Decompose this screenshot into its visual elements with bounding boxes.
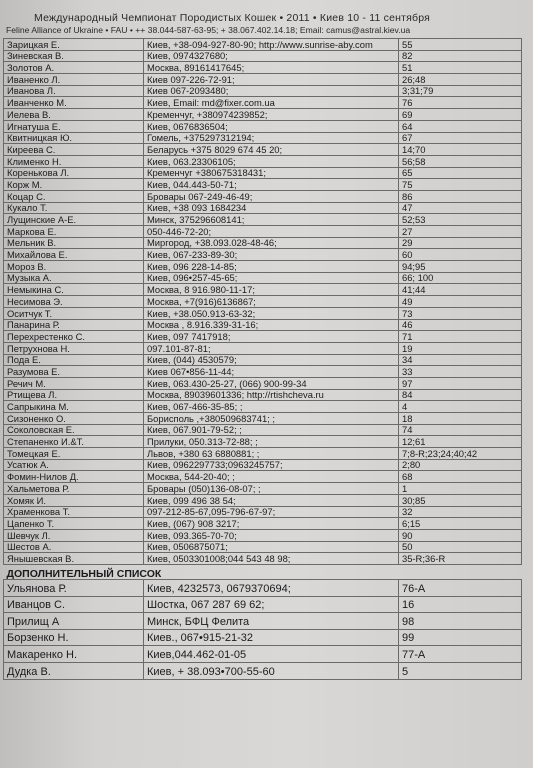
- contact-cell: Киев, 096 228-14-85;: [144, 261, 399, 273]
- owner-name-cell: Сапрыкина М.: [4, 401, 144, 413]
- exhibitor-table: [3, 38, 522, 680]
- owner-name-cell: Музыка А.: [4, 272, 144, 284]
- owner-name-cell: Янышевская В.: [4, 553, 144, 565]
- table-row: [4, 354, 522, 366]
- owner-name-cell: Несимова Э.: [4, 296, 144, 308]
- owner-name-cell: Иванченко М.: [4, 97, 144, 109]
- cat-numbers-cell: 47: [399, 202, 522, 214]
- contact-cell: Миргород, +38.093.028-48-46;: [144, 237, 399, 249]
- cat-numbers-cell: 12;61: [399, 436, 522, 448]
- contact-cell: Киев, 4232573, 0679370694;: [144, 579, 399, 596]
- table-row: [4, 97, 522, 109]
- owner-name-cell: Мороз В.: [4, 261, 144, 273]
- contact-cell: 050-446-72-20;: [144, 226, 399, 238]
- contact-cell: Киев, 0503301008;044 543 48 98;: [144, 553, 399, 565]
- contact-cell: Москва, 89161417645;: [144, 62, 399, 74]
- owner-name-cell: Оситчук Т.: [4, 307, 144, 319]
- cat-numbers-cell: 30;85: [399, 494, 522, 506]
- table-row: [4, 471, 522, 483]
- section-title: ДОПОЛНИТЕЛЬНЫЙ СПИСОК: [4, 564, 522, 579]
- cat-numbers-cell: 35-R;36-R: [399, 553, 522, 565]
- owner-name-cell: Хомяк И.: [4, 494, 144, 506]
- contact-cell: Киев, Email: md@fixer.com.ua: [144, 97, 399, 109]
- contact-cell: Киев, 093.365-70-70;: [144, 529, 399, 541]
- contact-cell: Киев, (044) 4530579;: [144, 354, 399, 366]
- table-row: [4, 261, 522, 273]
- table-row: [4, 167, 522, 179]
- contact-cell: Москва, +7(916)6136867;: [144, 296, 399, 308]
- table-row: [4, 342, 522, 354]
- owner-name-cell: Игнатуша Е.: [4, 120, 144, 132]
- cat-numbers-cell: 84: [399, 389, 522, 401]
- cat-numbers-cell: 82: [399, 50, 522, 62]
- owner-name-cell: Золотов А.: [4, 62, 144, 74]
- owner-name-cell: Михайлова Е.: [4, 249, 144, 261]
- contact-cell: Минск, БФЦ Фелита: [144, 613, 399, 630]
- contact-cell: Киев, + 38.093•700-55-60: [144, 662, 399, 679]
- cat-numbers-cell: 6;15: [399, 518, 522, 530]
- table-row: [4, 424, 522, 436]
- table-row: [4, 62, 522, 74]
- owner-name-cell: Корж М.: [4, 179, 144, 191]
- table-row: [4, 413, 522, 425]
- cat-numbers-cell: 65: [399, 167, 522, 179]
- table-row: [4, 596, 522, 613]
- contact-cell: Киев, 067-466-35-85; ;: [144, 401, 399, 413]
- contact-cell: Львов, +380 63 6880881; ;: [144, 448, 399, 460]
- table-row: [4, 50, 522, 62]
- cat-numbers-cell: 7;8-R;23;24;40;42: [399, 448, 522, 460]
- contact-cell: Киев, 0974327680;: [144, 50, 399, 62]
- owner-name-cell: Соколовская Е.: [4, 424, 144, 436]
- owner-name-cell: Кукало Т.: [4, 202, 144, 214]
- contact-cell: Киев,044.462-01-05: [144, 646, 399, 663]
- contact-cell: Киев, +38.050.913-63-32;: [144, 307, 399, 319]
- owner-name-cell: Клименко Н.: [4, 155, 144, 167]
- table-row: [4, 579, 522, 596]
- cat-numbers-cell: 41;44: [399, 284, 522, 296]
- owner-name-cell: Пода Е.: [4, 354, 144, 366]
- owner-name-cell: Сизоненко О.: [4, 413, 144, 425]
- table-row: [4, 284, 522, 296]
- owner-name-cell: Квитницкая Ю.: [4, 132, 144, 144]
- owner-name-cell: Степаненко И.&Т.: [4, 436, 144, 448]
- cat-numbers-cell: 76-A: [399, 579, 522, 596]
- contact-cell: Киев, 067-233-89-30;: [144, 249, 399, 261]
- table-row: [4, 459, 522, 471]
- table-row: [4, 74, 522, 86]
- table-row: [4, 448, 522, 460]
- table-row: [4, 132, 522, 144]
- contact-cell: Киев, +38 093 1684234: [144, 202, 399, 214]
- cat-numbers-cell: 14;70: [399, 144, 522, 156]
- table-row: [4, 541, 522, 553]
- cat-numbers-cell: 51: [399, 62, 522, 74]
- cat-numbers-cell: 76: [399, 97, 522, 109]
- cat-numbers-cell: 18: [399, 413, 522, 425]
- owner-name-cell: Шевчук Л.: [4, 529, 144, 541]
- cat-numbers-cell: 60: [399, 249, 522, 261]
- owner-name-cell: Коцар С.: [4, 190, 144, 202]
- table-row: [4, 646, 522, 663]
- table-row: [4, 366, 522, 378]
- cat-numbers-cell: 55: [399, 39, 522, 51]
- contact-cell: Бровары (050)136-08-07; ;: [144, 483, 399, 495]
- contact-cell: Киев 067-2093480;: [144, 85, 399, 97]
- contact-cell: Шостка, 067 287 69 62;: [144, 596, 399, 613]
- table-row: [4, 179, 522, 191]
- cat-numbers-cell: 33: [399, 366, 522, 378]
- owner-name-cell: Борзенко Н.: [4, 629, 144, 646]
- owner-name-cell: Мельник В.: [4, 237, 144, 249]
- contact-cell: Прилуки, 050.313-72-88; ;: [144, 436, 399, 448]
- table-row: [4, 272, 522, 284]
- contact-cell: Киев., 067•915-21-32: [144, 629, 399, 646]
- cat-numbers-cell: 1: [399, 483, 522, 495]
- table-row: [4, 155, 522, 167]
- owner-name-cell: Хальметова Р.: [4, 483, 144, 495]
- page-subtitle: Feline Alliance of Ukraine • FAU • ++ 38.044-587-63-95; + 38.067.402.14.18; Email: camus@astral.kiev.ua: [6, 25, 411, 35]
- cat-numbers-cell: 66; 100: [399, 272, 522, 284]
- table-row: [4, 202, 522, 214]
- table-row: [4, 226, 522, 238]
- cat-numbers-cell: 73: [399, 307, 522, 319]
- cat-numbers-cell: 64: [399, 120, 522, 132]
- cat-numbers-cell: 16: [399, 596, 522, 613]
- table-row: [4, 144, 522, 156]
- contact-cell: Киев, 099 496 38 54;: [144, 494, 399, 506]
- table-row: [4, 662, 522, 679]
- table-row: [4, 494, 522, 506]
- cat-numbers-cell: 19: [399, 342, 522, 354]
- owner-name-cell: Прилищ А: [4, 613, 144, 630]
- cat-numbers-cell: 75: [399, 179, 522, 191]
- table-row: [4, 613, 522, 630]
- contact-cell: Киев, 097 7417918;: [144, 331, 399, 343]
- contact-cell: Москва, 8 916.980-11-17;: [144, 284, 399, 296]
- table-row: [4, 506, 522, 518]
- table-row: [4, 518, 522, 530]
- contact-cell: Москва, 89039601336; http://rtishcheva.ru: [144, 389, 399, 401]
- cat-numbers-cell: 32: [399, 506, 522, 518]
- cat-numbers-cell: 49: [399, 296, 522, 308]
- cat-numbers-cell: 4: [399, 401, 522, 413]
- contact-cell: Киев, 0962297733;0963245757;: [144, 459, 399, 471]
- table-row: [4, 319, 522, 331]
- contact-cell: Киев 097-226-72-91;: [144, 74, 399, 86]
- owner-name-cell: Перехрестенко С.: [4, 331, 144, 343]
- owner-name-cell: Макаренко Н.: [4, 646, 144, 663]
- owner-name-cell: Ртищева Л.: [4, 389, 144, 401]
- cat-numbers-cell: 52;53: [399, 214, 522, 226]
- cat-numbers-cell: 50: [399, 541, 522, 553]
- owner-name-cell: Дудка В.: [4, 662, 144, 679]
- cat-numbers-cell: 26;48: [399, 74, 522, 86]
- table-row: [4, 120, 522, 132]
- section-row: [4, 564, 522, 579]
- table-row: [4, 401, 522, 413]
- owner-name-cell: Лущинские А-Е.: [4, 214, 144, 226]
- owner-name-cell: Киреева С.: [4, 144, 144, 156]
- owner-name-cell: Иелева В.: [4, 109, 144, 121]
- cat-numbers-cell: 77-A: [399, 646, 522, 663]
- contact-cell: Киев 067•856-11-44;: [144, 366, 399, 378]
- contact-cell: Киев, 0676836504;: [144, 120, 399, 132]
- cat-numbers-cell: 94;95: [399, 261, 522, 273]
- table-row: [4, 249, 522, 261]
- owner-name-cell: Речич М.: [4, 377, 144, 389]
- owner-name-cell: Усатюк А.: [4, 459, 144, 471]
- cat-numbers-cell: 97: [399, 377, 522, 389]
- contact-cell: Москва , 8.916.339-31-16;: [144, 319, 399, 331]
- table-row: [4, 307, 522, 319]
- owner-name-cell: Панарина Р.: [4, 319, 144, 331]
- cat-numbers-cell: 2;80: [399, 459, 522, 471]
- owner-name-cell: Иванова Л.: [4, 85, 144, 97]
- table-row: [4, 436, 522, 448]
- cat-numbers-cell: 34: [399, 354, 522, 366]
- table-row: [4, 214, 522, 226]
- table-row: [4, 237, 522, 249]
- owner-name-cell: Маркова Е.: [4, 226, 144, 238]
- cat-numbers-cell: 68: [399, 471, 522, 483]
- contact-cell: Киев, 044.443-50-71;: [144, 179, 399, 191]
- owner-name-cell: Иванцов С.: [4, 596, 144, 613]
- page-title: Международный Чемпионат Породистых Кошек • 2011 • Киев 10 - 11 сентября: [34, 12, 431, 24]
- contact-cell: Гомель, +375297312194;: [144, 132, 399, 144]
- owner-name-cell: Разумова Е.: [4, 366, 144, 378]
- contact-cell: Киев, 063.23306105;: [144, 155, 399, 167]
- table-row: [4, 629, 522, 646]
- owner-name-cell: Шестов А.: [4, 541, 144, 553]
- contact-cell: Беларусь +375 8029 674 45 20;: [144, 144, 399, 156]
- contact-cell: Киев, 096•257-45-65;: [144, 272, 399, 284]
- contact-cell: Москва, 544-20-40; ;: [144, 471, 399, 483]
- table-row: [4, 529, 522, 541]
- table-row: [4, 331, 522, 343]
- owner-name-cell: Кореньковa Л.: [4, 167, 144, 179]
- cat-numbers-cell: 46: [399, 319, 522, 331]
- cat-numbers-cell: 27: [399, 226, 522, 238]
- cat-numbers-cell: 74: [399, 424, 522, 436]
- table-row: [4, 389, 522, 401]
- cat-numbers-cell: 86: [399, 190, 522, 202]
- cat-numbers-cell: 56;58: [399, 155, 522, 167]
- contact-cell: Бровары 067-249-46-49;: [144, 190, 399, 202]
- cat-numbers-cell: 29: [399, 237, 522, 249]
- contact-cell: 097-212-85-67,095-796-67-97;: [144, 506, 399, 518]
- owner-name-cell: Фомин-Нилов Д.: [4, 471, 144, 483]
- table-row: [4, 296, 522, 308]
- owner-name-cell: Томецкая Е.: [4, 448, 144, 460]
- owner-name-cell: Зарицкая Е.: [4, 39, 144, 51]
- owner-name-cell: Немыкина С.: [4, 284, 144, 296]
- owner-name-cell: Храменкова Т.: [4, 506, 144, 518]
- page-header: [0, 0, 533, 40]
- contact-cell: Киев, 0506875071;: [144, 541, 399, 553]
- table-row: [4, 190, 522, 202]
- cat-numbers-cell: 99: [399, 629, 522, 646]
- contact-cell: 097.101-87-81;: [144, 342, 399, 354]
- contact-cell: Киев, 067.901-79-52; ;: [144, 424, 399, 436]
- contact-cell: Кременчуг +380675318431;: [144, 167, 399, 179]
- owner-name-cell: Петрухнова Н.: [4, 342, 144, 354]
- cat-numbers-cell: 98: [399, 613, 522, 630]
- contact-cell: Минск, 375296608141;: [144, 214, 399, 226]
- owner-name-cell: Цапенко Т.: [4, 518, 144, 530]
- table-row: [4, 85, 522, 97]
- contact-cell: Борисполь ,+380509683741; ;: [144, 413, 399, 425]
- contact-cell: Киев, (067) 908 3217;: [144, 518, 399, 530]
- cat-numbers-cell: 90: [399, 529, 522, 541]
- contact-cell: Кременчуг, +380974239852;: [144, 109, 399, 121]
- owner-name-cell: Зиневская В.: [4, 50, 144, 62]
- table-row: [4, 109, 522, 121]
- exhibitor-table-body: [4, 39, 522, 680]
- table-row: [4, 39, 522, 51]
- table-row: [4, 377, 522, 389]
- cat-numbers-cell: 5: [399, 662, 522, 679]
- cat-numbers-cell: 67: [399, 132, 522, 144]
- contact-cell: Киев, +38-094-927-80-90; http://www.sunrise-aby.com: [144, 39, 399, 51]
- table-row: [4, 553, 522, 565]
- cat-numbers-cell: 69: [399, 109, 522, 121]
- owner-name-cell: Иваненко Л.: [4, 74, 144, 86]
- table-row: [4, 483, 522, 495]
- cat-numbers-cell: 3;31;79: [399, 85, 522, 97]
- owner-name-cell: Ульянова Р.: [4, 579, 144, 596]
- cat-numbers-cell: 71: [399, 331, 522, 343]
- contact-cell: Киев, 063.430-25-27, (066) 900-99-34: [144, 377, 399, 389]
